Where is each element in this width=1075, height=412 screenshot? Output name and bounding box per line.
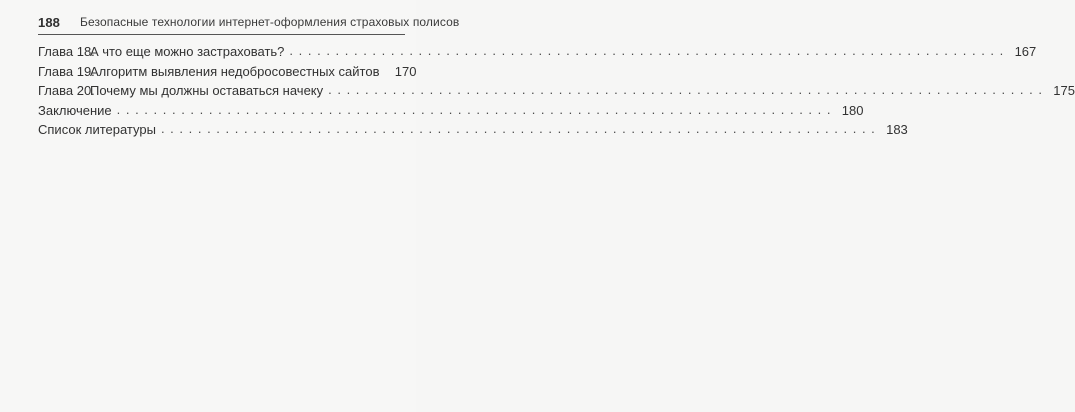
toc-page-number: 170: [394, 63, 417, 79]
header-rule: [38, 34, 405, 35]
toc-title: Алгоритм выявления недобросовестных сайтов: [90, 63, 380, 79]
toc-title: Почему мы должны оставаться начеку: [90, 83, 324, 98]
toc-title: Заключение: [38, 102, 112, 118]
page-header: [38, 8, 460, 36]
toc-title: А что еще можно застраховать?: [90, 44, 285, 59]
toc-title: Список литературы: [38, 122, 156, 137]
toc-page-number: 175: [1053, 83, 1075, 98]
toc-row-bibliography: [38, 122, 908, 143]
toc-row-chapter-20: [38, 83, 1075, 104]
chapter-label: Глава 19.: [38, 63, 95, 79]
chapter-label: Глава 18.: [38, 44, 95, 59]
dot-leader: [328, 83, 1043, 96]
page-number: 188: [38, 14, 60, 30]
dot-leader: [161, 122, 876, 135]
toc-page-number: 183: [886, 122, 908, 137]
dot-leader: [117, 103, 832, 116]
chapter-label: Глава 20.: [38, 83, 95, 98]
toc-row-chapter-18: [38, 44, 1037, 65]
dot-leader: [289, 44, 1004, 57]
running-title: Безопасные технологии интернет-оформления страховых полисов: [80, 15, 460, 29]
toc-page-number: 167: [1014, 44, 1037, 59]
toc-page-number: 180: [841, 102, 864, 118]
table-of-contents: [38, 44, 1075, 143]
